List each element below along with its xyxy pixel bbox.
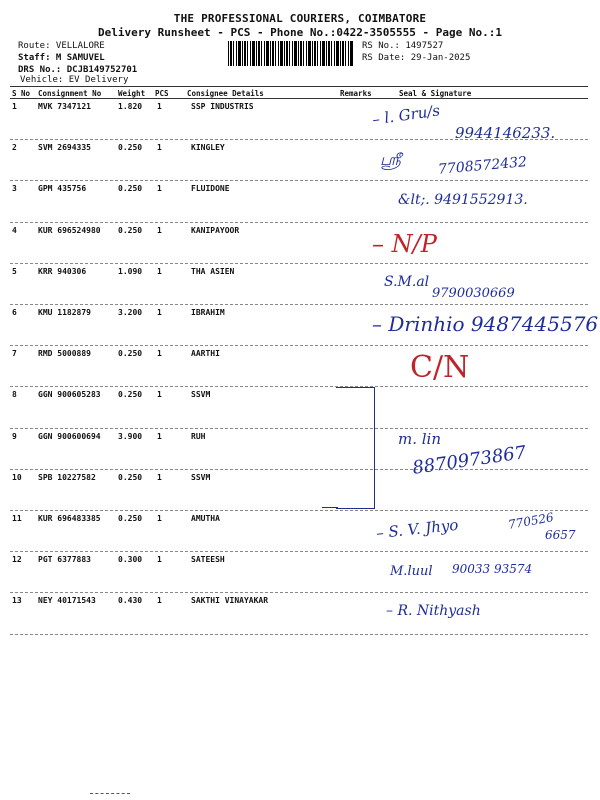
row-pcs: 1 (157, 390, 162, 400)
row-pcs: 1 (157, 225, 162, 235)
row-pcs: 1 (157, 143, 162, 153)
rs-date: RS Date: 29-Jan-2025 (362, 53, 471, 63)
row-consignee: SSVM (191, 472, 211, 482)
col-header-consignee: Consignee Details (187, 89, 264, 98)
row-consignment-no: KMU 1182879 (38, 308, 91, 317)
row-sno: 2 (12, 143, 17, 153)
row-consignment-no: KRR 940306 (38, 266, 87, 276)
rs-number: RS No.: 1497527 (362, 41, 444, 51)
signature-4: – N/P (372, 230, 437, 258)
row-sno: 10 (12, 472, 22, 482)
signature-2a: ஸ்ரீ (380, 150, 401, 169)
signature-5a: S.M.al (384, 274, 430, 290)
row-pcs: 1 (157, 308, 162, 317)
col-header-remarks: Remarks (340, 89, 372, 98)
drs-number: DRS No.: DCJB149752701 (18, 65, 138, 75)
row-pcs: 1 (157, 349, 162, 359)
row-separator (10, 469, 588, 470)
row-consignee: IBRAHIM (191, 308, 225, 317)
signature-5b: 9790030669 (432, 286, 515, 301)
row-weight: 3.900 (118, 431, 143, 441)
row-consignment-no: GGN 900600694 (38, 431, 101, 441)
row-weight: 1.090 (118, 266, 143, 276)
row-separator (10, 180, 588, 181)
signature-10: 8870973867 (411, 442, 528, 479)
row-consignment-no: PGT 6377883 (38, 555, 91, 565)
row-sno: 8 (12, 390, 17, 400)
signature-12a: M.luul (390, 564, 433, 579)
row-consignee: KANIPAYOOR (191, 225, 240, 235)
signature-1a: – l. Gru/s (371, 101, 442, 129)
bracket-tail (322, 507, 338, 508)
signature-12b: 90033 93574 (452, 562, 533, 576)
row-pcs: 1 (157, 514, 162, 523)
row-weight: 3.200 (118, 308, 143, 317)
row-separator (10, 428, 588, 429)
row-sno: 12 (12, 555, 22, 565)
row-pcs: 1 (157, 431, 162, 441)
signature-7: C/N (410, 350, 470, 385)
row-separator (10, 634, 588, 635)
row-consignee: AARTHI (191, 349, 220, 359)
row-separator (10, 510, 588, 511)
row-weight: 0.430 (118, 596, 143, 606)
signature-9: m. lin (398, 430, 442, 448)
row-separator (10, 551, 588, 552)
vehicle-label: Vehicle: EV Delivery (20, 75, 129, 85)
row-sno: 7 (12, 349, 17, 359)
report-subtitle: Delivery Runsheet - PCS - Phone No.:0422-3505555 - Page No.:1 (98, 26, 502, 39)
row-consignee: THA ASIEN (191, 266, 235, 276)
row-weight: 0.250 (118, 184, 143, 194)
row-consignment-no: KUR 696524980 (38, 225, 101, 235)
row-pcs: 1 (157, 596, 162, 606)
row-sno: 1 (12, 102, 17, 111)
row-weight: 0.250 (118, 225, 143, 235)
row-weight: 0.250 (118, 514, 143, 523)
row-consignment-no: SVM 2694335 (38, 143, 91, 153)
row-pcs: 1 (157, 184, 162, 194)
row-consignment-no: RMD 5000889 (38, 349, 91, 359)
row-pcs: 1 (157, 102, 162, 111)
row-consignee: SAKTHI VINAYAKAR (191, 596, 269, 606)
row-consignee: SSVM (191, 390, 211, 400)
col-header-sno: S No (12, 89, 31, 98)
row-consignment-no: KUR 696483385 (38, 514, 101, 523)
row-sno: 5 (12, 266, 17, 276)
signature-3: &lt;. 9491552913. (398, 192, 528, 208)
report-title: THE PROFESSIONAL COURIERS, COIMBATORE (173, 12, 427, 25)
row-pcs: 1 (157, 472, 162, 482)
row-sno: 4 (12, 225, 17, 235)
row-consignee: KINGLEY (191, 143, 225, 153)
row-sno: 13 (12, 596, 22, 606)
signature-6: – Drinhio 9487445576 (372, 312, 599, 336)
row-separator (10, 592, 588, 593)
signature-11b: 770526 (507, 510, 555, 532)
row-sno: 3 (12, 184, 17, 194)
route-label: Route: VELLALORE (18, 41, 105, 51)
row-sno: 11 (12, 514, 22, 523)
col-header-consignment: Consignment No (38, 89, 102, 98)
row-separator (10, 222, 588, 223)
row-consignee: FLUIDONE (191, 184, 230, 194)
row-separator (10, 263, 588, 264)
row-weight: 0.250 (118, 349, 143, 359)
staff-label: Staff: M SAMUVEL (18, 53, 105, 63)
row-separator (10, 304, 588, 305)
row-sno: 9 (12, 431, 17, 441)
row-weight: 0.250 (118, 472, 143, 482)
row-weight: 0.250 (118, 390, 143, 400)
signature-2b: 7708572432 (437, 154, 528, 178)
signature-11c: 6657 (545, 528, 576, 542)
row-separator (10, 345, 588, 346)
bracket-mark (336, 387, 375, 509)
footer-mark (90, 793, 130, 794)
row-pcs: 1 (157, 555, 162, 565)
col-header-weight: Weight (118, 89, 146, 98)
signature-1b: 9944146233. (455, 124, 556, 142)
header-top-rule (10, 86, 588, 87)
signature-11a: – S. V. Jhyo (375, 515, 460, 543)
row-consignment-no: NEY 40171543 (38, 596, 96, 606)
row-consignment-no: GGN 900605283 (38, 390, 101, 400)
row-consignment-no: GPM 435756 (38, 184, 87, 194)
barcode (228, 41, 354, 66)
row-weight: 1.820 (118, 102, 143, 111)
header-bottom-rule (10, 98, 588, 99)
row-consignment-no: SPB 10227582 (38, 472, 96, 482)
col-header-pcs: PCS (155, 89, 169, 98)
row-weight: 0.300 (118, 555, 143, 565)
row-sno: 6 (12, 308, 17, 317)
col-header-signature: Seal & Signature (399, 89, 472, 98)
signature-13: – R. Nithyash (386, 603, 481, 619)
row-pcs: 1 (157, 266, 162, 276)
row-consignment-no: MVK 7347121 (38, 102, 91, 111)
row-weight: 0.250 (118, 143, 143, 153)
row-consignee: SSP INDUSTRIS (191, 102, 254, 111)
row-consignee: RUH (191, 431, 206, 441)
row-separator (10, 386, 588, 387)
row-consignee: SATEESH (191, 555, 225, 565)
row-consignee: AMUTHA (191, 514, 220, 523)
